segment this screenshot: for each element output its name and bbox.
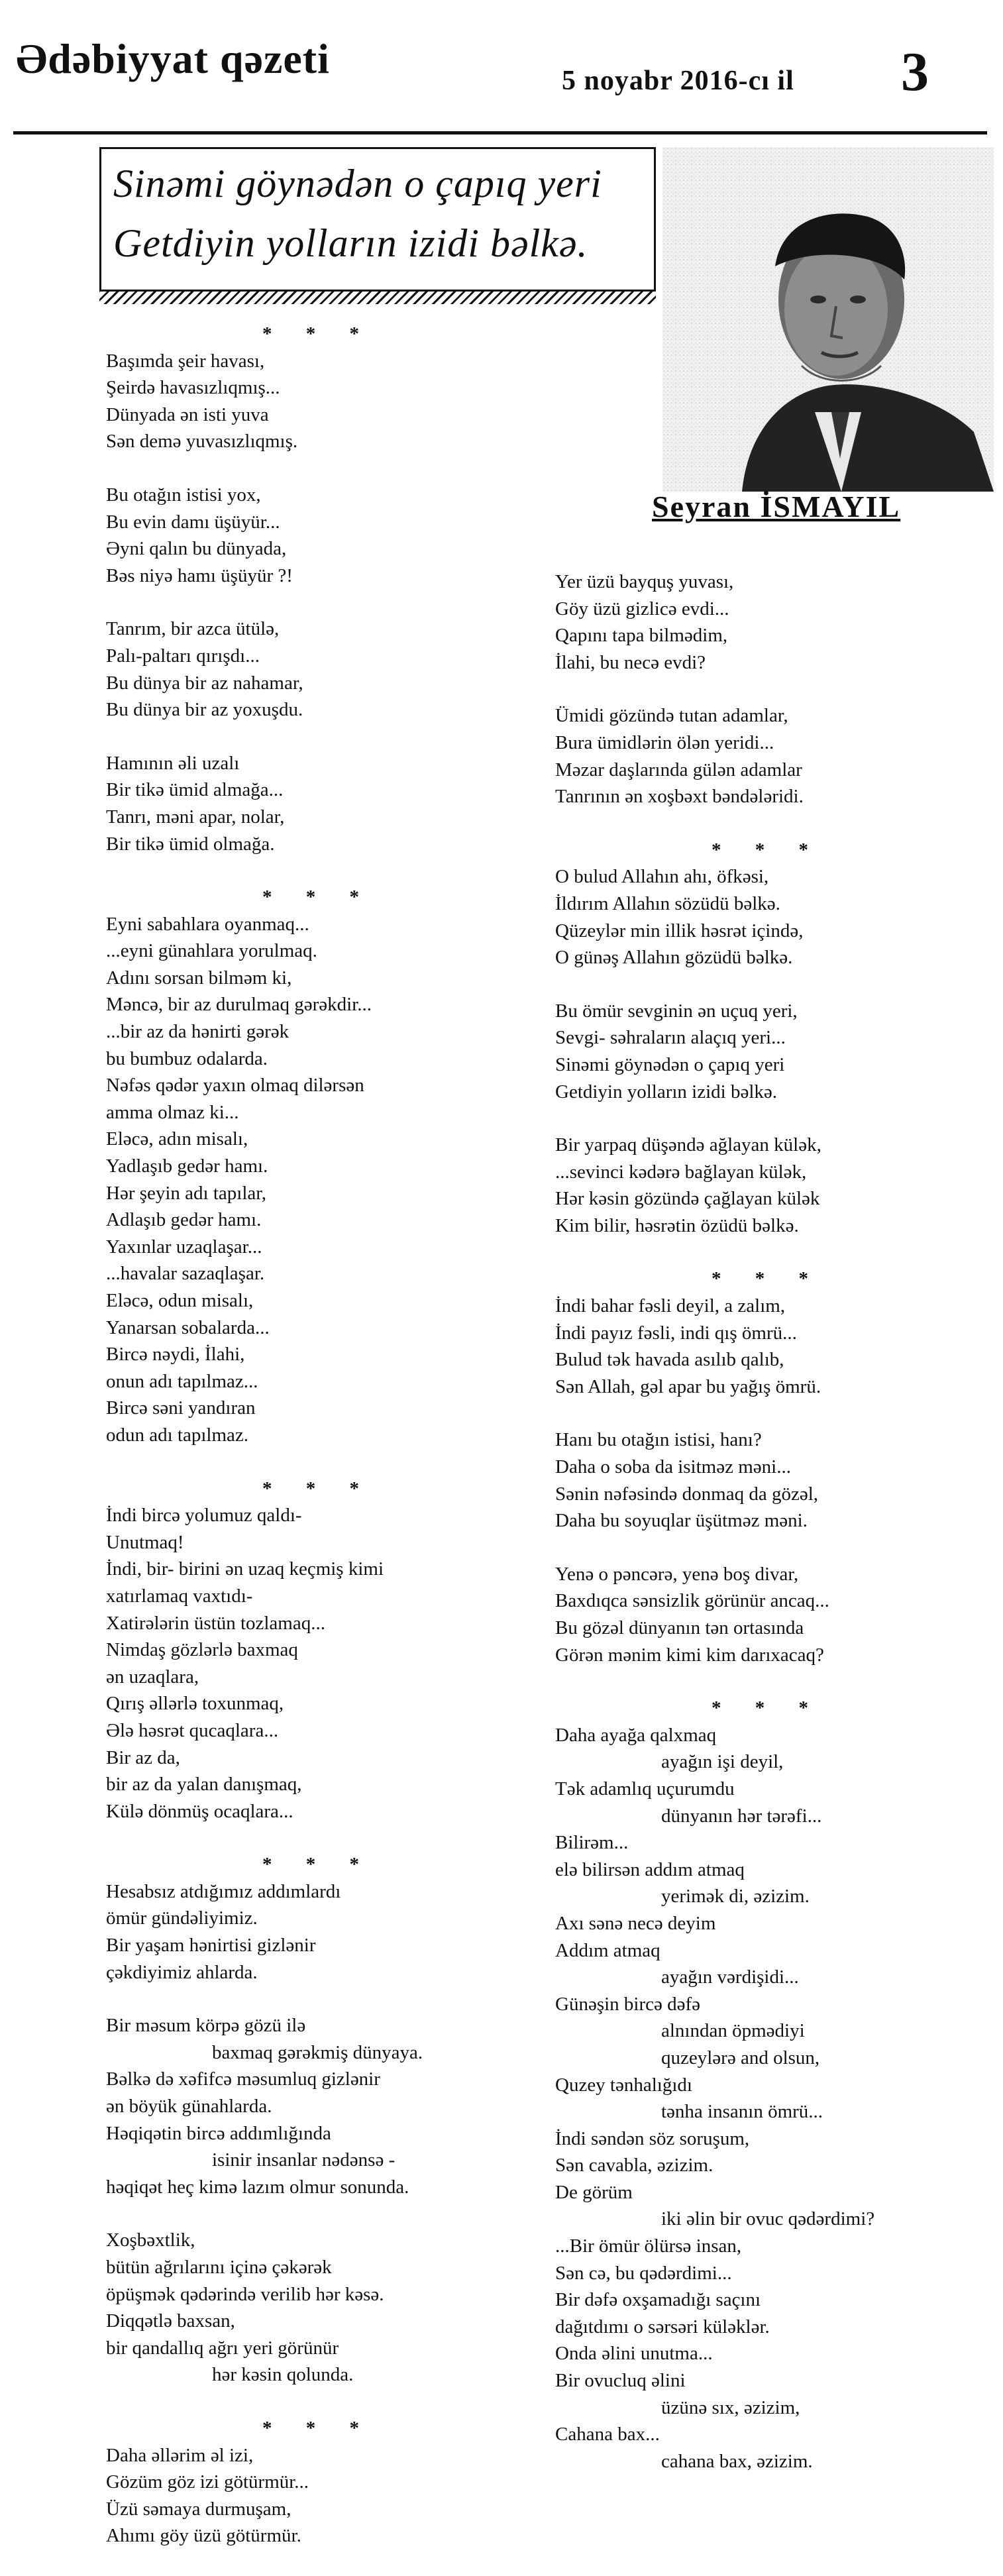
poem-stanza — [106, 2227, 530, 2388]
author-name: Seyran İSMAYIL — [652, 490, 901, 523]
stanza-separator: * * * — [262, 1477, 374, 1499]
poem-line: Sinəmi göynədən o çapıq yeri — [555, 1053, 785, 1075]
poem-line: bütün ağrılarını içinə çəkərək — [106, 2257, 332, 2278]
poem-line: Hər şeyin adı tapılar, — [106, 1182, 267, 1204]
poem-line: Bura ümidlərin ölən yeridi... — [555, 731, 774, 753]
poem-line: hər kəsin qolunda. — [212, 2364, 354, 2386]
poem-line: bir az da yalan danışmaq, — [106, 1774, 302, 1796]
poem-line: Kim bilir, həsrətin özüdü bəlkə. — [555, 1214, 799, 1236]
issue-date: 5 noyabr 2016-cı il — [562, 66, 794, 96]
poem-line: isinir insanlar nədənsə - — [212, 2149, 396, 2171]
poem-line: Bəs niyə hamı üşüyür ?! — [106, 564, 293, 586]
poem-line: quzeylərə and olsun, — [661, 2047, 820, 2068]
poem-line: Bu evin damı üşüyür... — [106, 511, 280, 533]
poem-line: Eləcə, adın misalı, — [106, 1128, 248, 1150]
poem-line: üzünə sıx, əzizim, — [661, 2396, 800, 2418]
poem-line: Bu dünya bir az yoxuşdu. — [106, 699, 303, 721]
poem-line: ən uzaqlara, — [106, 1666, 199, 1688]
poem-stanza — [106, 348, 530, 455]
stanza-separator: * * * — [262, 323, 374, 345]
poem-line: Getdiyin yolların izidi bəlkə. — [555, 1081, 778, 1102]
poem-line: Bu gözəl dünyanın tən ortasında — [555, 1617, 804, 1638]
poem-line: Addım atmaq — [555, 1939, 660, 1961]
poem-line: Daha əllərim əl izi, — [106, 2444, 254, 2466]
poem-line: Göy üzü gizlicə evdi... — [555, 598, 729, 619]
poem-line: Tanrının ən xoşbəxt bəndələridi. — [555, 786, 804, 808]
poem-line: ...Bir ömür ölürsə insan, — [555, 2235, 742, 2257]
poem-stanza — [106, 2442, 530, 2549]
poem-line: Yenə o pəncərə, yenə boş divar, — [555, 1563, 799, 1585]
poem-line: Bir dəfə oxşamadığı saçını — [555, 2289, 761, 2311]
poem-line: Bir tikə ümid olmağa. — [106, 833, 275, 855]
poem-line: ən böyük günahlarda. — [106, 2096, 272, 2118]
stanza-separator: * * * — [712, 839, 823, 861]
poem-stanza — [106, 2012, 530, 2200]
poem-line: Bircə səni yandıran — [106, 1397, 256, 1419]
poem-line: Bir tikə ümid almağa... — [106, 779, 284, 801]
poem-line: Məncə, bir az durulmaq gərəkdir... — [106, 994, 372, 1016]
poem-line: alnından öpmədiyi — [661, 2020, 805, 2042]
poem-line: Bir ovucluq əlini — [555, 2370, 686, 2392]
poem-line: Xatirələrin üstün tozlamaq... — [106, 1612, 325, 1634]
poem-line: ayağın işi deyil, — [661, 1751, 784, 1773]
poem-line: Bəlkə də xəfifcə məsumluq gizlənir — [106, 2068, 380, 2090]
poem-line: Sevgi- səhraların alaçıq yeri... — [555, 1027, 786, 1049]
poem-line: Yadlaşıb gedər hamı. — [106, 1155, 268, 1177]
headline-line-2: Getdiyin yolların izidi bəlkə. — [113, 221, 588, 265]
poem-stanza — [555, 998, 979, 1105]
poem-line: Şeirdə havasızlıqmış... — [106, 377, 280, 399]
poem-line: Sən demə yuvasızlıqmış. — [106, 431, 298, 453]
poem-line: Onda əlini unutma... — [555, 2343, 713, 2365]
author-photo — [662, 147, 994, 492]
poem-line: İndi payız fəsli, indi qış ömrü... — [555, 1322, 797, 1344]
poem-line: Unutmaq! — [106, 1531, 184, 1553]
poem-line: O günəş Allahın gözüdü bəlkə. — [555, 947, 793, 969]
stanza-separator: * * * — [712, 1697, 823, 1719]
poem-line: Başımda şeir havası, — [106, 350, 265, 372]
poem-line: Nimdaş gözlərlə baxmaq — [106, 1639, 298, 1661]
poem-line: Ümidi gözündə tutan adamlar, — [555, 705, 788, 727]
poem-line: Eləcə, odun misalı, — [106, 1290, 254, 1311]
poem-line: bu bumbuz odalarda. — [106, 1047, 268, 1069]
poem-line: Hamının əli uzalı — [106, 752, 240, 774]
poem-line: tənha insanın ömrü... — [661, 2101, 823, 2123]
poem-line: ömür gündəliyimiz. — [106, 1907, 258, 1929]
poem-stanza — [106, 1502, 530, 1825]
poem-line: Sənin nəfəsində donmaq da gözəl, — [555, 1483, 819, 1505]
poem-line: Sən cə, bu qədərdimi... — [555, 2262, 732, 2284]
poem-line: ayağın vərdişidi... — [661, 1966, 799, 1988]
poem-line: dağıtdımı o sərsəri küləklər. — [555, 2316, 770, 2337]
poem-line: Ahımı göy üzü götürmür. — [106, 2525, 301, 2547]
poem-line: İndi səndən söz soruşum, — [555, 2127, 750, 2149]
poem-line: Sən cavabla, əzizim. — [555, 2155, 713, 2176]
poem-column-right — [555, 568, 979, 2501]
poem-line: Diqqətlə baxsan, — [106, 2310, 235, 2332]
stanza-separator: * * * — [262, 1854, 374, 1876]
poem-stanza — [555, 1561, 979, 1668]
poem-line: Bircə nəydi, İlahi, — [106, 1344, 245, 1366]
poem-stanza — [555, 1426, 979, 1534]
poem-line: Həqiqətin bircə addımlığında — [106, 2122, 331, 2144]
poem-line: Cahana bax... — [555, 2424, 660, 2445]
poem-line: Üzü səmaya durmuşam, — [106, 2498, 291, 2520]
poem-column-left — [106, 321, 530, 2576]
poem-stanza — [106, 750, 530, 857]
poem-line: De görüm — [555, 2181, 633, 2203]
poem-line: Tanrı, məni apar, nolar, — [106, 806, 285, 828]
poem-line: İndi, bir- birini ən uzaq keçmiş kimi — [106, 1558, 384, 1580]
poem-line: Sən Allah, gəl apar bu yağış ömrü. — [555, 1375, 821, 1397]
page-number: 3 — [901, 41, 929, 103]
poem-line: Məzar daşlarında gülən adamlar — [555, 759, 802, 780]
masthead-rule — [13, 131, 987, 134]
poem-line: Dünyada ən isti yuva — [106, 403, 269, 425]
poem-stanza — [106, 616, 530, 723]
poem-line: onun adı tapılmaz... — [106, 1370, 258, 1392]
poem-line: Qapını tapa bilmədim, — [555, 625, 728, 647]
poem-line: Nəfəs qədər yaxın olmaq dilərsən — [106, 1075, 364, 1097]
poem-line: xatırlamaq vaxtıdı- — [106, 1585, 253, 1607]
poem-line: bir qandallıq ağrı yeri görünür — [106, 2337, 339, 2359]
poem-line: Bir yarpaq düşəndə ağlayan külək, — [555, 1134, 821, 1156]
poem-line: Əyni qalın bu dünyada, — [106, 538, 287, 560]
poem-line: İlahi, bu necə evdi? — [555, 651, 706, 673]
poem-line: baxmaq gərəkmiş dünyaya. — [212, 2041, 423, 2063]
poem-line: Yaxınlar uzaqlaşar... — [106, 1236, 262, 1258]
poem-line: ...eyni günahlara yorulmaq. — [106, 940, 317, 962]
poem-stanza — [106, 1878, 530, 1986]
poem-line: Bir yaşam hənirtisi gizlənir — [106, 1935, 316, 1957]
poem-line: Külə dönmüş ocaqlara... — [106, 1800, 293, 1822]
poem-line: İndi bircə yolumuz qaldı- — [106, 1505, 302, 1527]
poem-line: odun adı tapılmaz. — [106, 1424, 249, 1446]
poem-line: həqiqət heç kimə lazım olmur sonunda. — [106, 2176, 409, 2198]
poem-line: Günəşin bircə dəfə — [555, 1993, 701, 2015]
poem-line: Bu otağın istisi yox, — [106, 484, 261, 506]
poem-line: Ələ həsrət qucaqlara... — [106, 1719, 279, 1741]
poem-line: İldırım Allahın sözüdü bəlkə. — [555, 892, 780, 914]
masthead-title: Ədəbiyyat qəzeti — [16, 35, 330, 82]
poem-line: Adlaşıb gedər hamı. — [106, 1209, 262, 1231]
poem-line: Bir məsum körpə gözü ilə — [106, 2015, 306, 2037]
poem-line: ...sevinci kədərə bağlayan külək, — [555, 1161, 807, 1183]
headline-line-1: Sinəmi göynədən o çapıq yeri — [113, 162, 602, 205]
poem-line: Yer üzü bayquş yuvası, — [555, 571, 734, 592]
poem-line: yerimək di, əzizim. — [661, 1886, 810, 1907]
stanza-separator: * * * — [712, 1268, 823, 1290]
poem-stanza — [555, 568, 979, 676]
poem-stanza — [106, 911, 530, 1449]
poem-stanza — [555, 1132, 979, 1239]
poem-stanza — [106, 482, 530, 589]
poem-line: Hər kəsin gözündə çağlayan külək — [555, 1188, 820, 1210]
poem-line: Xoşbəxtlik, — [106, 2229, 195, 2251]
poem-line: Daha o soba da isitməz məni... — [555, 1456, 791, 1478]
poem-line: ...bir az da hənirti gərək — [106, 1021, 290, 1043]
poem-line: elə bilirsən addım atmaq — [555, 1858, 745, 1880]
poem-line: Eyni sabahlara oyanmaq... — [106, 913, 309, 935]
poem-line: Quzey tənhalığıdı — [555, 2074, 692, 2096]
poem-line: Görən mənim kimi kim darıxacaq? — [555, 1644, 824, 1666]
poem-line: İndi bahar fəsli deyil, a zalım, — [555, 1295, 786, 1317]
poem-line: Palı-paltarı qırışdı... — [106, 645, 260, 667]
poem-line: çəkdiyimiz ahlarda. — [106, 1961, 258, 1983]
poem-line: O bulud Allahın ahı, öfkəsi, — [555, 866, 769, 888]
poem-line: Yanarsan sobalarda... — [106, 1316, 270, 1338]
poem-line: Tanrım, bir azca ütülə, — [106, 618, 280, 640]
poem-stanza — [555, 1293, 979, 1400]
poem-line: Bu ömür sevginin ən uçuq yeri, — [555, 1000, 798, 1022]
poem-line: dünyanın hər tərəfi... — [661, 1805, 822, 1827]
stanza-separator: * * * — [262, 2417, 374, 2439]
poem-line: ...havalar sazaqlaşar. — [106, 1263, 265, 1285]
poem-line: Bir az da, — [106, 1746, 180, 1768]
poem-line: Gözüm göz izi götürmür... — [106, 2471, 309, 2493]
poem-line: Bu dünya bir az nahamar, — [106, 672, 303, 694]
poem-line: Daha bu soyuqlar üşütməz məni. — [555, 1510, 808, 1532]
poem-line: öpüşmək qədərində verilib hər kəsə. — [106, 2283, 384, 2305]
poem-line: Adını sorsan bilməm ki, — [106, 967, 292, 989]
poem-line: cahana bax, əzizim. — [661, 2450, 813, 2472]
poem-line: Bilirəm... — [555, 1832, 629, 1854]
poem-line: Qüzeylər min illik həsrət içində, — [555, 920, 804, 941]
poem-line: Hesabsız atdığımız addımlardı — [106, 1880, 341, 1902]
poem-stanza — [555, 1722, 979, 2475]
stanza-separator: * * * — [262, 886, 374, 908]
poem-line: Axı sənə necə deyim — [555, 1912, 716, 1934]
poem-stanza — [555, 702, 979, 810]
poem-line: Daha ayağa qalxmaq — [555, 1724, 717, 1746]
poem-line: Tək adamlıq uçurumdu — [555, 1778, 735, 1799]
poem-line: Bulud tək havada asılıb qalıb, — [555, 1349, 784, 1371]
poem-stanza — [555, 863, 979, 971]
poem-line: Qırış əllərlə toxunmaq, — [106, 1693, 284, 1715]
poem-line: Hanı bu otağın istisi, hanı? — [555, 1429, 762, 1451]
poem-line: Baxdıqca sənsizlik görünür ancaq... — [555, 1590, 829, 1612]
poem-line: iki əlin bir ovuc qədərdimi? — [661, 2208, 875, 2230]
headline-box — [99, 147, 656, 292]
poem-line: amma olmaz ki... — [106, 1101, 239, 1123]
